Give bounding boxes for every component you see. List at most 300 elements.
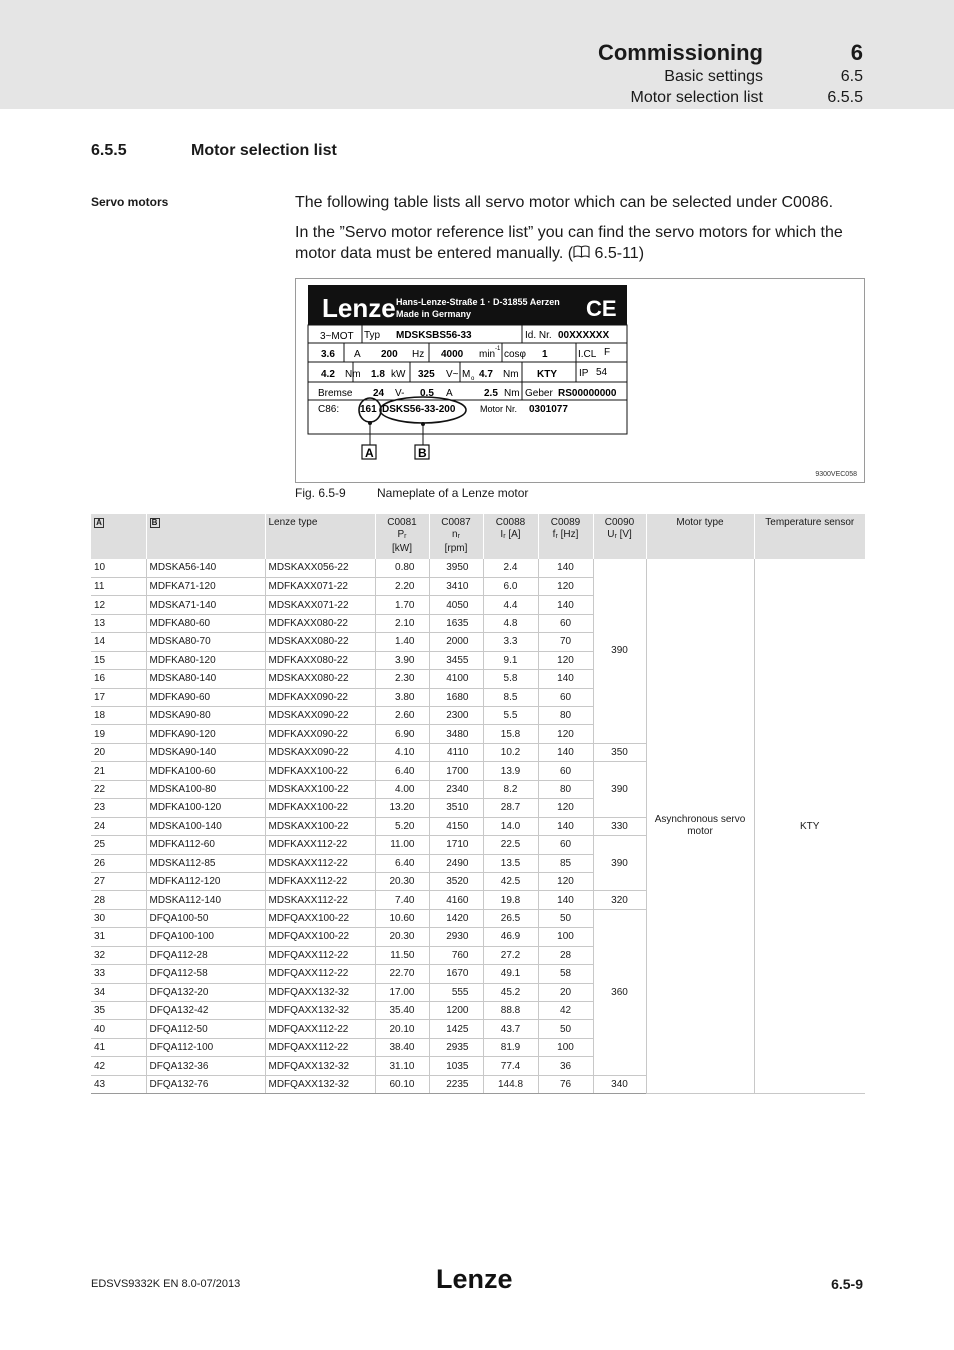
cell-current: 28.7 [483, 799, 538, 817]
cell-b: MDSKA90-140 [146, 743, 265, 761]
intro-paragraph-2 [295, 222, 865, 264]
cell-current: 6.0 [483, 577, 538, 595]
cell-lenze-type: MDSKAXX080-22 [265, 670, 375, 688]
cell-lenze-type: MDSKAXX112-22 [265, 891, 375, 909]
cell-lenze-type: MDFKAXX112-22 [265, 872, 375, 890]
cell-a: 31 [91, 928, 146, 946]
cell-power: 20.30 [375, 928, 429, 946]
plate-geber: RS00000000 [558, 388, 617, 399]
chapter-title-row [598, 40, 863, 66]
plate-typ-label: Typ [364, 330, 381, 341]
page-number: 6.5-9 [831, 1276, 863, 1292]
cell-current: 19.8 [483, 891, 538, 909]
cell-a: 21 [91, 762, 146, 780]
cell-a: 28 [91, 891, 146, 909]
cell-speed: 4100 [429, 670, 483, 688]
cell-a: 41 [91, 1038, 146, 1056]
cell-power: 6.90 [375, 725, 429, 743]
section-title-row [664, 68, 863, 86]
col-a-marker: A [94, 518, 104, 528]
cell-current: 49.1 [483, 965, 538, 983]
cell-a: 20 [91, 743, 146, 761]
cell-current: 4.8 [483, 614, 538, 632]
nameplate-address-1: Hans-Lenze-Straße 1 · D-31855 Aerzen [396, 297, 560, 307]
plate-brake-current-unit: A [446, 388, 453, 399]
cell-a: 10 [91, 559, 146, 577]
cell-current: 42.5 [483, 872, 538, 890]
cell-b: DFQA112-50 [146, 1020, 265, 1038]
cell-frequency: 120 [538, 799, 593, 817]
cell-frequency: 50 [538, 1020, 593, 1038]
marker-a-label: A [365, 446, 374, 460]
cell-lenze-type: MDSKAXX112-22 [265, 854, 375, 872]
cell-current: 144.8 [483, 1075, 538, 1093]
plate-motor-nr: 0301077 [529, 404, 568, 415]
cell-lenze-type: MDFQAXX100-22 [265, 928, 375, 946]
cell-power: 3.90 [375, 651, 429, 669]
cell-a: 11 [91, 577, 146, 595]
cell-frequency: 140 [538, 891, 593, 909]
cell-b: DFQA112-100 [146, 1038, 265, 1056]
cell-a: 24 [91, 817, 146, 835]
figure-caption-text: Nameplate of a Lenze motor [377, 486, 529, 500]
cell-frequency: 58 [538, 965, 593, 983]
cell-power: 6.40 [375, 854, 429, 872]
cell-speed: 4050 [429, 596, 483, 614]
cell-speed: 1670 [429, 965, 483, 983]
cell-speed: 4150 [429, 817, 483, 835]
cell-current: 14.0 [483, 817, 538, 835]
plate-cos: 1 [542, 349, 548, 360]
cell-b: MDFKA71-120 [146, 577, 265, 595]
cell-lenze-type: MDFQAXX132-32 [265, 1075, 375, 1093]
cell-b: MDFKA90-120 [146, 725, 265, 743]
cell-frequency: 20 [538, 983, 593, 1001]
cell-a: 34 [91, 983, 146, 1001]
plate-frequency-unit: Hz [412, 349, 425, 360]
nameplate-address-2: Made in Germany [396, 309, 472, 319]
cell-frequency: 60 [538, 762, 593, 780]
plate-motor-nr-label: Motor Nr. [480, 404, 518, 414]
cell-voltage: 330 [593, 817, 646, 835]
cell-current: 3.3 [483, 633, 538, 651]
cell-power: 38.40 [375, 1038, 429, 1056]
plate-brake-label: Bremse [318, 388, 353, 399]
cell-lenze-type: MDFKAXX112-22 [265, 836, 375, 854]
cell-power: 10.60 [375, 909, 429, 927]
plate-sensor: KTY [537, 369, 557, 380]
cell-a: 40 [91, 1020, 146, 1038]
plate-id: 00XXXXXX [558, 330, 610, 341]
cell-power: 7.40 [375, 891, 429, 909]
cell-speed: 760 [429, 946, 483, 964]
cell-current: 45.2 [483, 983, 538, 1001]
footer-logo [436, 1264, 516, 1299]
cell-lenze-type: MDFQAXX112-22 [265, 1020, 375, 1038]
cell-current: 43.7 [483, 1020, 538, 1038]
cell-voltage: 350 [593, 743, 646, 761]
cell-lenze-type: MDFKAXX100-22 [265, 799, 375, 817]
cell-current: 26.5 [483, 909, 538, 927]
cell-frequency: 120 [538, 725, 593, 743]
cell-current: 81.9 [483, 1038, 538, 1056]
cell-speed: 4160 [429, 891, 483, 909]
cell-speed: 2235 [429, 1075, 483, 1093]
plate-m0-sub: o [471, 376, 475, 382]
cell-a: 43 [91, 1075, 146, 1093]
side-label: Servo motors [91, 195, 169, 209]
intro-text: In the ”Servo motor reference list” you can find the servo motors for which the motor data must be entered manually. ( [295, 224, 843, 262]
cell-motor-type: Asynchronous servo motor [646, 559, 754, 1094]
cell-frequency: 28 [538, 946, 593, 964]
figure-caption-label: Fig. 6.5-9 [295, 486, 346, 500]
plate-c86-label: C86: [318, 404, 340, 415]
plate-id-label: Id. Nr. [525, 330, 552, 341]
cell-current: 88.8 [483, 1002, 538, 1020]
cell-speed: 3410 [429, 577, 483, 595]
document-id: EDSVS9332K EN 8.0-07/2013 [91, 1278, 241, 1290]
plate-voltage: 325 [418, 369, 435, 380]
cell-frequency: 80 [538, 780, 593, 798]
col-temp-sensor-header: Temperature sensor [754, 514, 865, 559]
cell-power: 4.00 [375, 780, 429, 798]
cell-b: MDSKA56-140 [146, 559, 265, 577]
cell-frequency: 140 [538, 817, 593, 835]
marker-b-label: B [418, 446, 427, 460]
section-heading [91, 142, 337, 160]
cell-current: 5.8 [483, 670, 538, 688]
plate-power: 1.8 [371, 369, 385, 380]
cell-frequency: 140 [538, 743, 593, 761]
ce-mark: CE [586, 296, 617, 321]
intro-paragraph-1: The following table lists all servo motor which can be selected under C0086. [295, 194, 834, 211]
cell-a: 22 [91, 780, 146, 798]
cell-a: 14 [91, 633, 146, 651]
cell-current: 46.9 [483, 928, 538, 946]
cell-b: MDFKA80-60 [146, 614, 265, 632]
cell-a: 12 [91, 596, 146, 614]
cell-power: 4.10 [375, 743, 429, 761]
cell-frequency: 76 [538, 1075, 593, 1093]
cell-frequency: 60 [538, 614, 593, 632]
plate-cos-label: cosφ [504, 349, 527, 360]
cell-speed: 3510 [429, 799, 483, 817]
cell-power: 1.70 [375, 596, 429, 614]
cell-frequency: 70 [538, 633, 593, 651]
plate-m0-label: M [462, 369, 471, 380]
cell-power: 2.10 [375, 614, 429, 632]
cell-speed: 1200 [429, 1002, 483, 1020]
plate-torque: 4.2 [321, 369, 335, 380]
plate-brake-voltage-unit: V- [395, 388, 405, 399]
cell-b: MDFKA90-60 [146, 688, 265, 706]
cell-lenze-type: MDFQAXX112-22 [265, 1038, 375, 1056]
footer-logo-text: Lenze [436, 1264, 513, 1294]
cell-a: 18 [91, 707, 146, 725]
plate-power-unit: kW [391, 369, 406, 380]
plate-voltage-unit: V~ [446, 369, 459, 380]
plate-speed-exp: -1 [495, 346, 501, 352]
cell-voltage: 360 [593, 909, 646, 1075]
cell-lenze-type: MDSKAXX100-22 [265, 817, 375, 835]
cell-b: MDFKA112-60 [146, 836, 265, 854]
plate-typ: MDSKSBS56-33 [396, 330, 472, 341]
cell-frequency: 100 [538, 1038, 593, 1056]
cell-power: 11.50 [375, 946, 429, 964]
plate-brake-torque: 2.5 [484, 388, 498, 399]
cell-b: DFQA132-36 [146, 1057, 265, 1075]
section-heading-number: 6.5.5 [91, 142, 127, 159]
motor-selection-table [91, 514, 865, 1094]
cell-b: MDFKA80-120 [146, 651, 265, 669]
cell-a: 33 [91, 965, 146, 983]
plate-speed-unit: min [479, 349, 496, 360]
cell-current: 2.4 [483, 559, 538, 577]
cell-lenze-type: MDFQAXX132-32 [265, 1057, 375, 1075]
plate-torque-unit: Nm [345, 369, 361, 380]
cell-speed: 1680 [429, 688, 483, 706]
cell-current: 8.2 [483, 780, 538, 798]
plate-m0: 4.7 [479, 369, 493, 380]
chapter-number: 6 [850, 40, 863, 65]
cell-b: MDSKA100-80 [146, 780, 265, 798]
cell-power: 13.20 [375, 799, 429, 817]
cell-lenze-type: MDSKAXX090-22 [265, 707, 375, 725]
plate-ip: IP [579, 368, 589, 379]
cell-speed: 1425 [429, 1020, 483, 1038]
cell-power: 35.40 [375, 1002, 429, 1020]
cell-a: 35 [91, 1002, 146, 1020]
plate-m0-unit: Nm [503, 369, 519, 380]
cell-lenze-type: MDFKAXX080-22 [265, 614, 375, 632]
cell-speed: 1710 [429, 836, 483, 854]
cell-speed: 1035 [429, 1057, 483, 1075]
cell-power: 3.80 [375, 688, 429, 706]
cell-a: 30 [91, 909, 146, 927]
cell-speed: 3480 [429, 725, 483, 743]
cell-a: 32 [91, 946, 146, 964]
cell-lenze-type: MDFKAXX080-22 [265, 651, 375, 669]
cell-power: 0.80 [375, 559, 429, 577]
cell-a: 17 [91, 688, 146, 706]
plate-frequency: 200 [381, 349, 398, 360]
cell-speed: 3520 [429, 872, 483, 890]
chapter-title: Commissioning [597, 40, 763, 65]
plate-speed: 4000 [441, 349, 464, 360]
cell-current: 77.4 [483, 1057, 538, 1075]
cell-frequency: 60 [538, 688, 593, 706]
cell-current: 27.2 [483, 946, 538, 964]
cell-b: MDSKA80-70 [146, 633, 265, 651]
plate-c86-type: DSKS56-33-200 [382, 404, 456, 415]
cell-lenze-type: MDFQAXX112-22 [265, 965, 375, 983]
cell-a: 42 [91, 1057, 146, 1075]
cell-current: 4.4 [483, 596, 538, 614]
cell-speed: 4110 [429, 743, 483, 761]
cell-frequency: 36 [538, 1057, 593, 1075]
plate-brake-current: 0.5 [420, 388, 434, 399]
subsection-number: 6.5.5 [827, 89, 863, 106]
cell-speed: 1700 [429, 762, 483, 780]
cell-lenze-type: MDFKAXX090-22 [265, 725, 375, 743]
plate-ip-value: 54 [596, 367, 608, 378]
col-c0090-header: C0090 Ur [V] [593, 514, 646, 559]
cell-b: DFQA132-76 [146, 1075, 265, 1093]
plate-mot: 3~MOT [320, 331, 354, 342]
cell-lenze-type: MDSKAXX090-22 [265, 743, 375, 761]
cell-power: 2.20 [375, 577, 429, 595]
cell-b: DFQA132-20 [146, 983, 265, 1001]
nameplate-logo: Lenze [322, 293, 396, 323]
cell-frequency: 140 [538, 559, 593, 577]
cell-b: DFQA112-28 [146, 946, 265, 964]
cell-power: 11.00 [375, 836, 429, 854]
cell-a: 19 [91, 725, 146, 743]
cell-power: 20.10 [375, 1020, 429, 1038]
cell-a: 23 [91, 799, 146, 817]
col-b-header [146, 514, 265, 559]
cell-lenze-type: MDFKAXX090-22 [265, 688, 375, 706]
cell-speed: 1635 [429, 614, 483, 632]
table-row [91, 559, 865, 577]
cell-b: DFQA100-100 [146, 928, 265, 946]
col-c0087-header: C0087 nr [rpm] [429, 514, 483, 559]
section-number: 6.5 [840, 68, 863, 85]
section-heading-title: Motor selection list [191, 142, 337, 159]
figure-code: 9300VEC058 [815, 471, 857, 478]
figure-caption [295, 486, 528, 500]
cell-frequency: 60 [538, 836, 593, 854]
plate-current: 3.6 [321, 349, 335, 360]
table-body [91, 559, 865, 1094]
plate-current-unit: A [354, 349, 361, 360]
plate-brake-torque-unit: Nm [504, 388, 520, 399]
cell-b: MDSKA112-140 [146, 891, 265, 909]
cell-lenze-type: MDSKAXX100-22 [265, 780, 375, 798]
cell-current: 13.9 [483, 762, 538, 780]
cell-lenze-type: MDFQAXX112-22 [265, 946, 375, 964]
nameplate-figure [295, 278, 865, 483]
cell-speed: 2300 [429, 707, 483, 725]
table-header-row [91, 514, 865, 559]
cell-power: 6.40 [375, 762, 429, 780]
cell-voltage: 320 [593, 891, 646, 909]
cell-temp-sensor: KTY [754, 559, 865, 1094]
cross-reference-link[interactable]: 6.5-11) [594, 245, 645, 262]
cell-frequency: 100 [538, 928, 593, 946]
cell-speed: 2490 [429, 854, 483, 872]
cell-speed: 3950 [429, 559, 483, 577]
plate-geber-label: Geber [525, 388, 553, 399]
cell-power: 17.00 [375, 983, 429, 1001]
cell-power: 22.70 [375, 965, 429, 983]
cell-lenze-type: MDFKAXX100-22 [265, 762, 375, 780]
cell-a: 16 [91, 670, 146, 688]
cell-voltage: 390 [593, 559, 646, 743]
cell-frequency: 140 [538, 596, 593, 614]
cell-frequency: 80 [538, 707, 593, 725]
cell-frequency: 85 [538, 854, 593, 872]
cell-b: DFQA100-50 [146, 909, 265, 927]
cell-current: 10.2 [483, 743, 538, 761]
cell-frequency: 120 [538, 872, 593, 890]
cell-power: 20.30 [375, 872, 429, 890]
cell-frequency: 50 [538, 909, 593, 927]
nameplate-drawing [296, 279, 864, 482]
cell-b: MDFKA112-120 [146, 872, 265, 890]
cell-speed: 2340 [429, 780, 483, 798]
cell-lenze-type: MDFQAXX132-32 [265, 983, 375, 1001]
cell-speed: 3455 [429, 651, 483, 669]
cell-power: 60.10 [375, 1075, 429, 1093]
cell-speed: 2000 [429, 633, 483, 651]
subsection-title: Motor selection list [630, 89, 763, 106]
col-c0081-header: C0081 Pr [kW] [375, 514, 429, 559]
cell-b: MDSKA100-140 [146, 817, 265, 835]
cell-voltage: 390 [593, 762, 646, 817]
col-a-header [91, 514, 146, 559]
cell-b: DFQA112-58 [146, 965, 265, 983]
cell-lenze-type: MDFQAXX132-32 [265, 1002, 375, 1020]
subsection-title-row [631, 89, 864, 107]
cell-a: 25 [91, 836, 146, 854]
cell-b: MDSKA71-140 [146, 596, 265, 614]
cell-voltage: 340 [593, 1075, 646, 1093]
cell-lenze-type: MDFQAXX100-22 [265, 909, 375, 927]
cell-power: 5.20 [375, 817, 429, 835]
cell-b: MDSKA112-85 [146, 854, 265, 872]
cell-speed: 2935 [429, 1038, 483, 1056]
cell-power: 1.40 [375, 633, 429, 651]
cell-frequency: 140 [538, 670, 593, 688]
cell-power: 2.30 [375, 670, 429, 688]
cell-speed: 555 [429, 983, 483, 1001]
cell-b: MDFKA100-60 [146, 762, 265, 780]
cell-a: 27 [91, 872, 146, 890]
cell-b: MDSKA90-80 [146, 707, 265, 725]
cell-current: 5.5 [483, 707, 538, 725]
col-b-marker: B [150, 518, 160, 528]
plate-c86-code: 161 [360, 404, 377, 415]
col-c0089-header: C0089 fr [Hz] [538, 514, 593, 559]
col-c0088-header: C0088 Ir [A] [483, 514, 538, 559]
cell-current: 22.5 [483, 836, 538, 854]
cell-b: DFQA132-42 [146, 1002, 265, 1020]
plate-icl-value: F [604, 347, 611, 358]
cell-current: 9.1 [483, 651, 538, 669]
cell-frequency: 120 [538, 577, 593, 595]
cell-a: 13 [91, 614, 146, 632]
page-header [0, 0, 954, 109]
plate-icl: I.CL [578, 349, 597, 360]
section-title: Basic settings [664, 68, 763, 85]
cell-a: 15 [91, 651, 146, 669]
cell-b: MDSKA80-140 [146, 670, 265, 688]
cell-b: MDFKA100-120 [146, 799, 265, 817]
cell-power: 31.10 [375, 1057, 429, 1075]
cell-current: 8.5 [483, 688, 538, 706]
col-lenze-type-header: Lenze type [265, 514, 375, 559]
cell-current: 15.8 [483, 725, 538, 743]
cell-lenze-type: MDFKAXX071-22 [265, 577, 375, 595]
cell-current: 13.5 [483, 854, 538, 872]
cell-frequency: 42 [538, 1002, 593, 1020]
cell-voltage: 390 [593, 836, 646, 891]
cell-speed: 1420 [429, 909, 483, 927]
cell-frequency: 120 [538, 651, 593, 669]
plate-brake-voltage: 24 [373, 388, 385, 399]
cell-a: 26 [91, 854, 146, 872]
